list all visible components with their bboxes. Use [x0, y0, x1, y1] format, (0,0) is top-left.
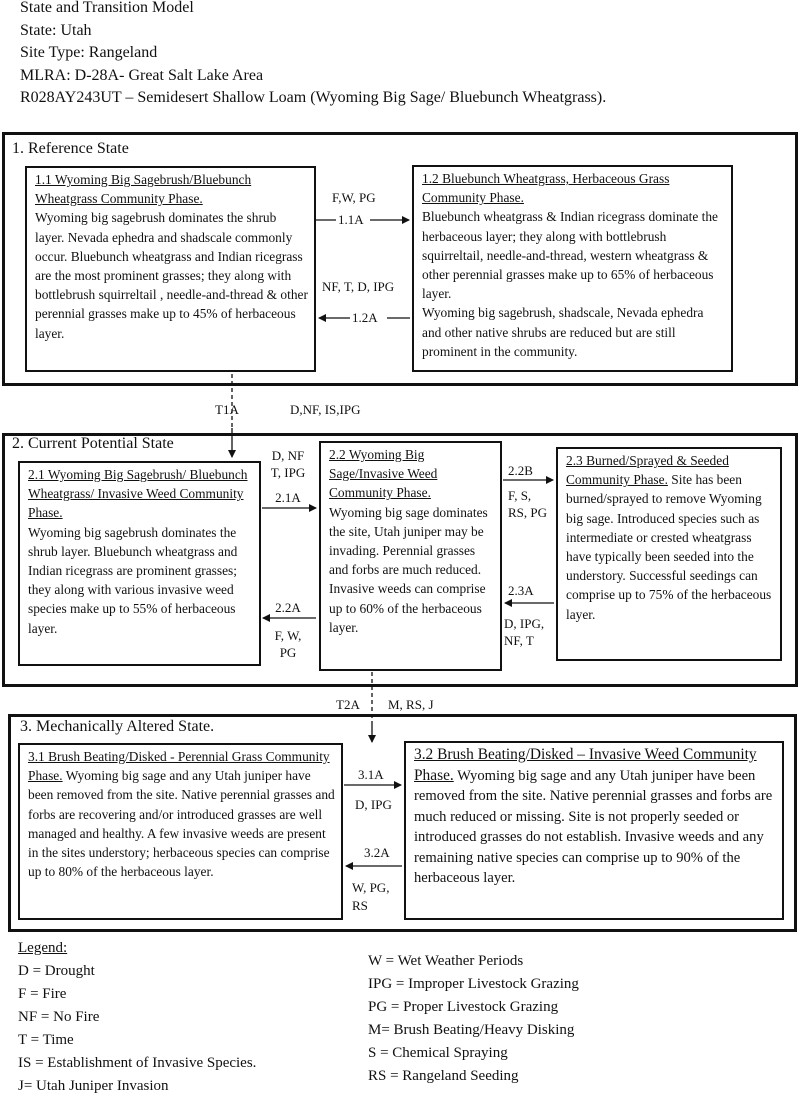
transition-3-1a-code: 3.1A [358, 767, 384, 782]
transition-2-3a-causes-2: NF, T [504, 633, 534, 648]
legend-right-column [368, 950, 579, 1088]
transition-t1a-causes: D,NF, IS,IPG [290, 402, 361, 417]
phase-3-2-title: 3.2 Brush Beating/Disked – Invasive Weed Community Phase. [414, 746, 757, 784]
legend-item: W = Wet Weather Periods [368, 953, 524, 969]
phase-2-2-title: 2.2 Wyoming Big Sage/Invasive Weed Community Phase. [329, 447, 438, 501]
legend-item: D = Drought [18, 963, 95, 979]
transition-3-2a-causes-2: RS [352, 898, 368, 913]
phase-3-2-body: Wyoming big sage and any Utah juniper have been removed from the site. Native perennial grasses and forbs are much reduced or missing. Site is not properly seeded or introduced grasses do not establish. Invasive weeds and any remaining native species can comprise up to 90% of the herbaceous layer. [414, 767, 773, 886]
reference-state-title: 1. Reference State [12, 140, 129, 157]
mlra-line: MLRA: D-28A- Great Salt Lake Area [20, 66, 264, 84]
transition-2-3a-code: 2.3A [508, 583, 534, 598]
transition-t2a-code: T2A [336, 697, 360, 712]
phase-1-2-body-1: Bluebunch wheatgrass & Indian ricegrass dominate the herbaceous layer; they along with bottlebrush squirreltail, needle-and-thread, western wheatgrass & other perennial grasses make up to 65% of herbaceous layer. [422, 209, 718, 302]
phase-2-3-title: 2.3 Burned/Sprayed & Seeded Community Phase. [566, 453, 729, 488]
transition-2-2a-causes-2: PG [279, 645, 297, 660]
phase-2-1-body: Wyoming big sagebrush dominates the shrub layer. Bluebunch wheatgrass and Indian ricegrass are prominent grasses; they along with various invasive weed species make up to 55% of herbaceous layer. [28, 524, 238, 636]
transition-t2a-causes: M, RS, J [388, 697, 434, 712]
phase-1-2-title: 1.2 Bluebunch Wheatgrass, Herbaceous Grass Community Phase. [422, 171, 670, 206]
phase-2-2-body: Wyoming big sage dominates the site, Utah juniper may be invading. Perennial grasses and forbs are much reduced. Invasive weeds can comprise up to 60% of the herbaceous layer. [329, 504, 488, 635]
legend-item: M= Brush Beating/Heavy Disking [368, 1022, 575, 1038]
transition-2-1a-causes-2: T, IPG [270, 465, 306, 480]
phase-1-1-title: 1.1 Wyoming Big Sagebrush/Bluebunch Wheatgrass Community Phase. [35, 172, 252, 207]
transition-2-1a-causes-1: D, NF [271, 448, 305, 463]
site-type-line: Site Type: Rangeland [20, 44, 158, 61]
phase-2-1-title: 2.1 Wyoming Big Sagebrush/ Bluebunch Wheatgrass/ Invasive Weed Community Phase. [28, 467, 248, 521]
transition-2-1a-code: 2.1A [275, 490, 301, 505]
phase-2-3-body: Site has been burned/sprayed to remove Wyoming big sage. Introduced species such as intermediate or crested wheatgrass have typically been seeded into the understory. Successful seedings can comprise up to 75% of the herbaceous layer. [566, 472, 772, 622]
state-line: State: Utah [20, 21, 92, 39]
legend-item: NF = No Fire [18, 1009, 100, 1025]
transition-3-1a-causes: D, IPG [355, 797, 392, 812]
legend-item: T = Time [18, 1032, 74, 1048]
legend-item: J= Utah Juniper Invasion [18, 1078, 169, 1094]
transition-t1a-code: T1A [215, 402, 239, 417]
legend-item: IPG = Improper Livestock Grazing [368, 976, 579, 992]
model-title: State and Transition Model [20, 0, 194, 16]
legend-item: RS = Rangeland Seeding [368, 1068, 519, 1084]
transition-1-2a-causes: NF, T, D, IPG [322, 279, 395, 294]
phase-1-1-body: Wyoming big sagebrush dominates the shrub layer. Nevada ephedra and shadscale commonly occur. Bluebunch wheatgrass and Indian ricegrass are the most prominent grasses; they along with bottlebrush squirreltail , needle-and-thread & other perennial grasses make up to 45% of herbaceous layer. [35, 210, 308, 341]
ecosite-line: R028AY243UT – Semidesert Shallow Loam (Wyoming Big Sage/ Bluebunch Wheatgrass). [20, 89, 607, 106]
phase-3-1-body: Wyoming big sage and any Utah juniper have been removed from the site. Native perennial grasses and forbs are recovering and/or introduced grasses are well managed and healthy. A few invasive weeds are present in the sites understory; herbaceous species can comprise up to 80% of the herbaceous layer. [28, 768, 335, 880]
transition-1-2a-code: 1.2A [352, 310, 378, 325]
transition-2-2b-causes-1: F, S, [508, 488, 532, 503]
transition-2-2b-causes-2: RS, PG [508, 505, 548, 520]
transition-3-2a-causes-1: W, PG, [352, 880, 390, 895]
phase-3-1-title: 3.1 Brush Beating/Disked - Perennial Grass Community Phase. [28, 749, 330, 784]
legend-left-column [18, 937, 256, 1098]
transition-2-3a-causes-1: D, IPG, [504, 616, 545, 631]
phase-1-2-body-2: Wyoming big sagebrush, shadscale, Nevada ephedra and other native shrubs are reduced but are still prominent in the community. [422, 305, 704, 359]
legend-item: S = Chemical Spraying [368, 1045, 508, 1061]
transition-2-2b-code: 2.2B [508, 463, 533, 478]
transition-2-2a-causes-1: F, W, [274, 628, 302, 643]
transition-3-2a-code: 3.2A [364, 845, 390, 860]
transition-1-1a-causes: F,W, PG [332, 190, 376, 205]
mechanically-altered-state-title: 3. Mechanically Altered State. [20, 718, 215, 735]
current-potential-state-title: 2. Current Potential State [12, 435, 174, 452]
transition-1-1a-code: 1.1A [338, 212, 364, 227]
legend-item: F = Fire [18, 986, 67, 1002]
legend-item: IS = Establishment of Invasive Species. [18, 1055, 257, 1071]
legend-item: PG = Proper Livestock Grazing [368, 999, 559, 1015]
transition-2-2a-code: 2.2A [275, 600, 301, 615]
legend-heading: Legend: [18, 940, 68, 956]
